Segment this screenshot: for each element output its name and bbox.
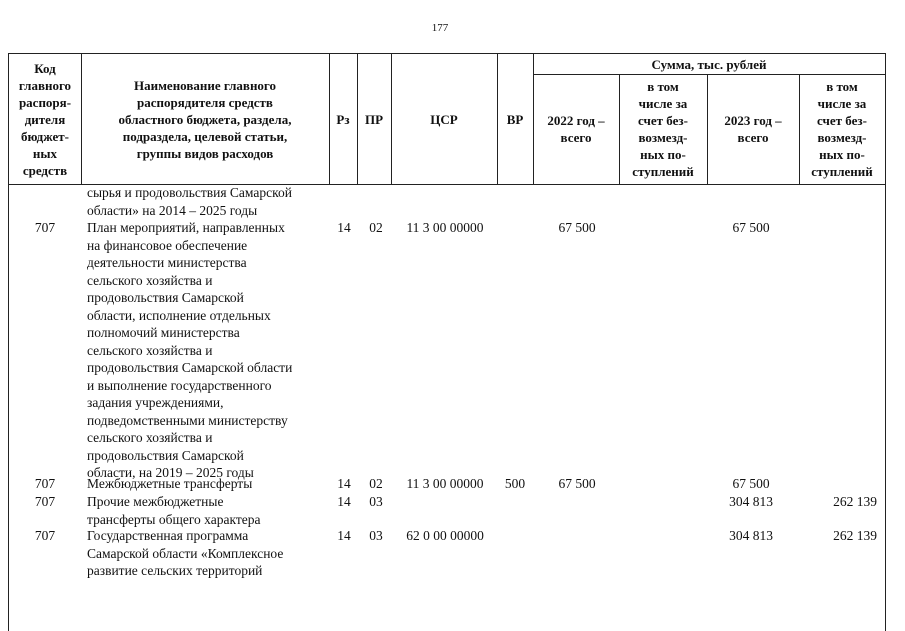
header-2022-total: 2022 год – всего (547, 113, 605, 145)
row-code: 707 (34, 528, 56, 543)
row-2023-free: 262 139 (833, 494, 877, 509)
row-2023-total: 67 500 (732, 476, 770, 491)
row-name: сырья и продовольствия Самарской области» на 2014 – 2025 годы (87, 185, 292, 218)
row-pr: 02 (369, 220, 383, 235)
row-2023-total: 67 500 (732, 220, 770, 235)
row-2022-total: 67 500 (558, 476, 596, 491)
row-pr: 02 (369, 476, 383, 491)
header-rz: Рз (336, 111, 350, 127)
row-code: 707 (34, 220, 56, 235)
row-pr: 03 (369, 494, 383, 509)
header-csr: ЦСР (430, 111, 458, 127)
row-rz: 14 (337, 476, 351, 491)
row-csr: 11 3 00 00000 (406, 476, 484, 491)
budget-table (8, 53, 886, 631)
row-code: 707 (34, 476, 56, 491)
row-csr: 62 0 00 00000 (406, 528, 484, 543)
row-2023-total: 304 813 (729, 494, 773, 509)
row-name: План мероприятий, направленных на финансовое обеспечение деятельности министерства сельского хозяйства и продовольствия Самарской области, исполнение отдельных полномочий министерства сельского хозяйства и продовольствия Самарской области и выполнение государственного задания учреждениями, подведомственными министерству сельского хозяйства и продовольствия Самарской области, на 2019 – 2025 годы (87, 220, 293, 480)
row-pr: 03 (369, 528, 383, 543)
header-vr: ВР (506, 111, 524, 127)
row-rz: 14 (337, 528, 351, 543)
row-2022-total: 67 500 (558, 220, 596, 235)
row-name: Межбюджетные трансферты (87, 476, 253, 491)
row-2023-total: 304 813 (729, 528, 773, 543)
row-name: Прочие межбюджетные трансферты общего характера (87, 494, 261, 527)
header-2023-free: в том числе за счет без- возмезд- ных по- ступлений (811, 79, 873, 179)
header-2022-free: в том числе за счет без- возмезд- ных по- ступлений (632, 79, 694, 179)
row-code: 707 (34, 494, 56, 509)
row-vr: 500 (504, 476, 526, 491)
row-rz: 14 (337, 494, 351, 509)
row-2023-free: 262 139 (833, 528, 877, 543)
row-name: Государственная программа Самарской области «Комплексное развитие сельских территорий (87, 528, 284, 578)
row-rz: 14 (337, 220, 351, 235)
table-header (9, 53, 885, 185)
page-number: 177 (431, 22, 449, 34)
header-2023-total: 2023 год – всего (724, 113, 782, 145)
row-csr: 11 3 00 00000 (406, 220, 484, 235)
header-name: Наименование главного распорядителя средств областного бюджета, раздела, подраздела, целевой статьи, группы видов расходов (118, 77, 292, 161)
header-sum-title: Сумма, тыс. рублей (651, 56, 767, 72)
header-code: Код главного распоря- дителя бюджет- ных средств (18, 60, 72, 178)
header-pr: ПР (364, 111, 384, 127)
